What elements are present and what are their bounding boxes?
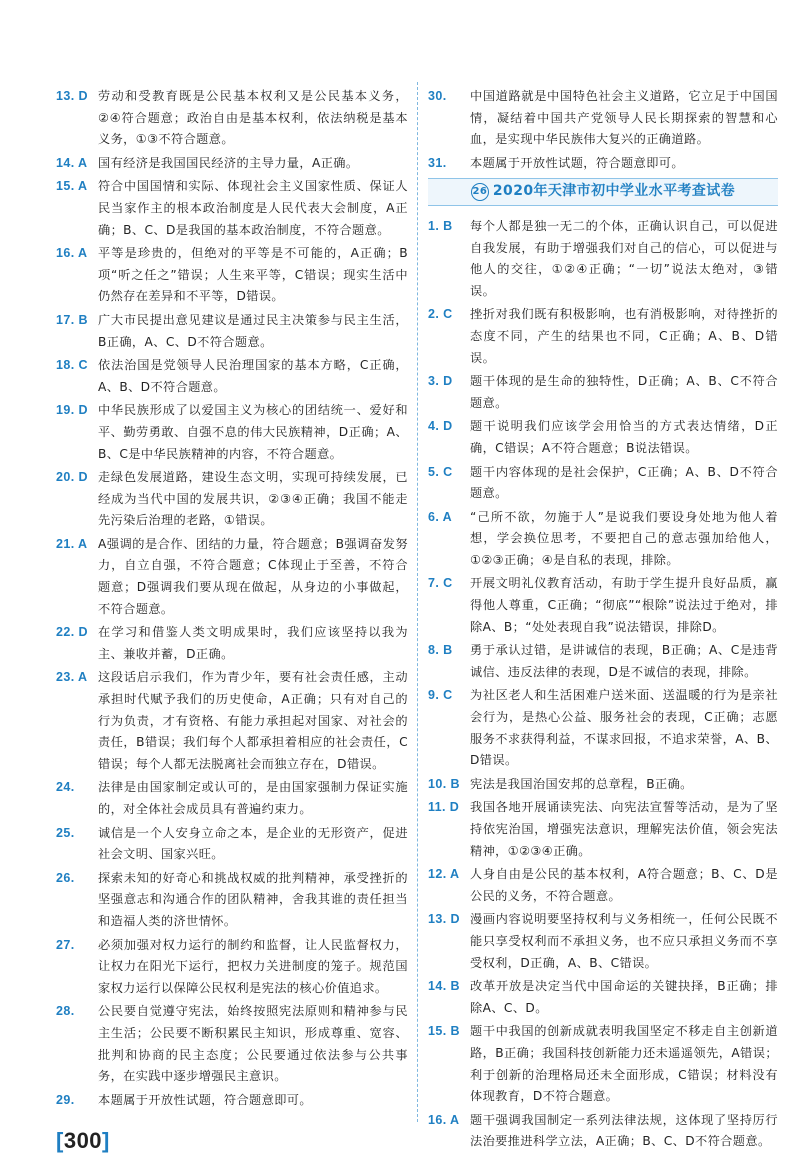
answer-number: 31. (428, 155, 447, 170)
answer-text: 中华民族形成了以爱国主义为核心的团结统一、爱好和平、勤劳勇敢、自强不息的伟大民族精神，D正确；A、B、C是中华民族精神的内容，不符合题意。 (98, 403, 408, 461)
answer-item (56, 777, 408, 820)
answer-text: 诚信是一个人安身立命之本，是企业的无形资产，促进社会文明、国家兴旺。 (98, 825, 408, 862)
answer-number: 30. (428, 89, 447, 103)
answer-number: 23. A (56, 670, 88, 685)
right-top-items (428, 86, 778, 174)
answer-item (428, 86, 778, 151)
section-badge: 26 (471, 183, 489, 201)
answer-item (428, 462, 778, 505)
answer-text: 题干内容体现的是社会保护，C正确；A、B、D不符合题意。 (470, 464, 778, 501)
answer-item (428, 640, 778, 683)
answer-number: 1. B (428, 218, 453, 233)
answer-item (56, 622, 408, 665)
answer-item (56, 823, 408, 866)
page-number: [300] (56, 1128, 110, 1153)
answer-number: 3. D (428, 374, 453, 389)
answer-item (56, 86, 408, 151)
answer-number: 25. (56, 825, 75, 840)
answer-item (428, 797, 778, 862)
answer-text: 广大市民提出意见建议是通过民主决策参与民主生活，B正确，A、C、D不符合题意。 (98, 312, 408, 349)
answer-text: 符合中国国情和实际、体现社会主义国家性质、保证人民当家作主的根本政治制度是人民代表大会制度，A正确；B、C、D是我国的基本政治制度，不符合题意。 (98, 179, 408, 237)
answer-text: 漫画内容说明要坚持权利与义务相统一，任何公民既不能只享受权利而不承担义务，也不应只承担义务而不享受权利，D正确，A、B、C错误。 (470, 912, 778, 970)
answer-number: 15. B (428, 1024, 460, 1039)
answer-text: 中国道路就是中国特色社会主义道路，它立足于中国国情，凝结着中国共产党领导人民长期探索的智慧和心血，是实现中华民族伟大复兴的正确道路。 (470, 89, 778, 147)
answer-number: 27. (56, 937, 75, 952)
answer-text: 题干强调我国制定一系列法律法规，这体现了坚持厉行法治要推进科学立法，A正确；B、C、D不符合题意。 (470, 1112, 778, 1149)
answer-number: 4. D (428, 419, 453, 434)
answer-number: 20. D (56, 470, 88, 485)
answer-number: 5. C (428, 464, 453, 479)
answer-text: 题干体现的是生命的独特性，D正确；A、B、C不符合题意。 (470, 374, 778, 410)
answer-text: A强调的是合作、团结的力量，符合题意；B强调奋发努力，自立自强，不符合题意；C体现止于至善，不符合题意；D强调我们要从现在做起，从身边的小事做起，不符合题意。 (98, 536, 408, 616)
answer-item (428, 216, 778, 302)
answer-item (428, 371, 778, 414)
answer-number: 9. C (428, 688, 453, 703)
left-column (56, 86, 408, 1113)
answer-item (56, 153, 408, 175)
answer-item (428, 507, 778, 572)
answer-text: 必须加强对权力运行的制约和监督，让人民监督权力，让权力在阳光下运行，把权力关进制度的笼子。规范国家权力运行以保障公民权利是宪法的核心价值追求。 (98, 937, 408, 995)
answer-text: 我国各地开展诵读宪法、向宪法宣誓等活动，是为了坚持依宪治国，增强宪法意识，理解宪法价值，领会宪法精神，①②③④正确。 (470, 800, 778, 858)
answer-number: 19. D (56, 403, 88, 418)
answer-text: 勇于承认过错，是讲诚信的表现，B正确；A、C是违背诚信、违反法律的表现，D是不诚信的表现，排除。 (470, 643, 778, 679)
answer-item (428, 909, 778, 974)
answer-item (56, 868, 408, 933)
right-column (428, 86, 778, 1155)
answer-item (56, 534, 408, 620)
answer-item (428, 774, 778, 796)
answer-number: 11. D (428, 800, 460, 815)
answer-text: 本题属于开放性试题，符合题意即可。 (470, 155, 684, 170)
answer-number: 18. C (56, 358, 88, 373)
answer-number: 6. A (428, 509, 453, 524)
answer-item (56, 400, 408, 465)
answer-number: 14. B (428, 979, 460, 994)
answer-number: 26. (56, 870, 75, 885)
answer-text: 人身自由是公民的基本权利，A符合题意；B、C、D是公民的义务，不符合题意。 (470, 867, 778, 903)
answer-number: 13. D (428, 912, 460, 927)
answer-text: 开展文明礼仪教育活动，有助于学生提升良好品质，赢得他人尊重，C正确；“彻底”“根除”说法过于绝对，排除A、B；“处处表现自我”说法错误，排除D。 (470, 576, 778, 634)
section-title (428, 178, 778, 206)
answer-item (56, 1090, 408, 1112)
answer-text: “己所不欲，勿施于人”是说我们要设身处地为他人着想，学会换位思考，不要把自己的意志强加给他人，①②③正确；④是自私的表现，排除。 (470, 509, 778, 567)
answer-item (428, 304, 778, 369)
answer-number: 7. C (428, 576, 453, 591)
page-number-value: 300 (63, 1128, 103, 1153)
answer-number: 28. (56, 1004, 75, 1019)
answer-item (428, 976, 778, 1019)
answer-item (428, 153, 778, 175)
answer-text: 法律是由国家制定或认可的，是由国家强制力保证实施的，对全体社会成员具有普遍约束力。 (98, 780, 408, 816)
answer-text: 挫折对我们既有积极影响，也有消极影响，对待挫折的态度不同，产生的结果也不同，C正确；A、B、D错误。 (470, 307, 778, 365)
answer-item (56, 667, 408, 775)
answer-number: 8. B (428, 643, 453, 658)
answer-item (56, 176, 408, 241)
answer-number: 29. (56, 1092, 75, 1107)
answer-text: 改革开放是决定当代中国命运的关键抉择，B正确；排除A、C、D。 (470, 979, 778, 1015)
answer-number: 2. C (428, 307, 453, 322)
answer-item (56, 467, 408, 532)
answer-item (428, 416, 778, 459)
answer-text: 题干说明我们应该学会用恰当的方式表达情绪，D正确，C错误；A不符合题意；B说法错误。 (470, 419, 778, 455)
answer-text: 这段话启示我们，作为青少年，要有社会责任感，主动承担时代赋予我们的历史使命，A正确；只有对自己的行为负责，才有资格、有能力承担起对国家、对社会的责任，B错误；我们每个人都承担着相应的社会责任，C错误；每个人都无法脱离社会而独立存在，D错误。 (98, 670, 408, 771)
answer-number: 15. A (56, 179, 88, 194)
answer-item (428, 1021, 778, 1107)
answer-text: 宪法是我国治国安邦的总章程，B正确。 (470, 776, 693, 791)
answer-item (56, 1001, 408, 1087)
answer-number: 22. D (56, 625, 88, 640)
answer-text: 本题属于开放性试题，符合题意即可。 (98, 1092, 312, 1107)
answer-text: 在学习和借鉴人类文明成果时，我们应该坚持以我为主、兼收并蓄，D正确。 (98, 625, 408, 661)
answer-item (428, 1110, 778, 1153)
answer-item (56, 243, 408, 308)
answer-item (428, 864, 778, 907)
answer-text: 每个人都是独一无二的个体，正确认识自己，可以促进自我发展，有助于增强我们对自己的信心，可以促进与他人的交往，①②④正确；“一切”说法太绝对，③错误。 (470, 218, 778, 298)
answer-item (428, 573, 778, 638)
answer-text: 走绿色发展道路，建设生态文明，实现可持续发展，已经成为当代中国的发展共识，②③④正确；我国不能走先污染后治理的老路，①错误。 (98, 470, 408, 528)
answer-number: 14. A (56, 155, 88, 170)
answer-text: 依法治国是党领导人民治理国家的基本方略，C正确，A、B、D不符合题意。 (98, 358, 408, 394)
answer-text: 劳动和受教育既是公民基本权利又是公民基本义务，②④符合题意；政治自由是基本权利，依法纳税是基本义务，①③不符合题意。 (98, 89, 408, 147)
answer-text: 为社区老人和生活困难户送米面、送温暖的行为是亲社会行为，是热心公益、服务社会的表现，C正确；志愿服务不求获得利益，不谋求回报，不追求荣誉，A、B、D错误。 (470, 688, 778, 768)
answer-item (428, 685, 778, 771)
answer-text: 公民要自觉遵守宪法，始终按照宪法原则和精神参与民主生活；公民要不断积累民主知识，形成尊重、宽容、批判和协商的民主态度；公民要通过依法参与公共事务，在实践中逐步增强民主意识。 (98, 1004, 408, 1084)
answer-number: 17. B (56, 312, 88, 327)
answer-text: 国有经济是我国国民经济的主导力量，A正确。 (98, 155, 359, 170)
answer-number: 10. B (428, 776, 460, 791)
answer-item (56, 310, 408, 353)
answer-number: 13. D (56, 89, 88, 103)
answer-number: 21. A (56, 536, 88, 551)
column-divider (417, 82, 418, 1122)
answer-number: 24. (56, 780, 75, 795)
answer-item (56, 355, 408, 398)
answer-text: 探索未知的好奇心和挑战权威的批判精神，承受挫折的坚强意志和沟通合作的团队精神，舍我其谁的责任担当和造福人类的济世情怀。 (98, 870, 408, 928)
section-title-text: 2020年天津市初中学业水平考查试卷 (492, 183, 736, 200)
answer-text: 平等是珍贵的，但绝对的平等是不可能的，A正确；B项“听之任之”错误；人生来平等，C错误；现实生活中仍然存在差异和不平等，D错误。 (98, 246, 408, 304)
answer-number: 16. A (56, 246, 88, 261)
answer-item (56, 935, 408, 1000)
right-main-items (428, 216, 778, 1153)
answer-number: 12. A (428, 867, 460, 882)
answer-text: 题干中我国的创新成就表明我国坚定不移走自主创新道路，B正确；我国科技创新能力还未遥遥领先，A错误；利于创新的治理格局还未全面形成，C错误；材料没有体现教育，D不符合题意。 (470, 1024, 778, 1104)
answer-number: 16. A (428, 1112, 460, 1127)
